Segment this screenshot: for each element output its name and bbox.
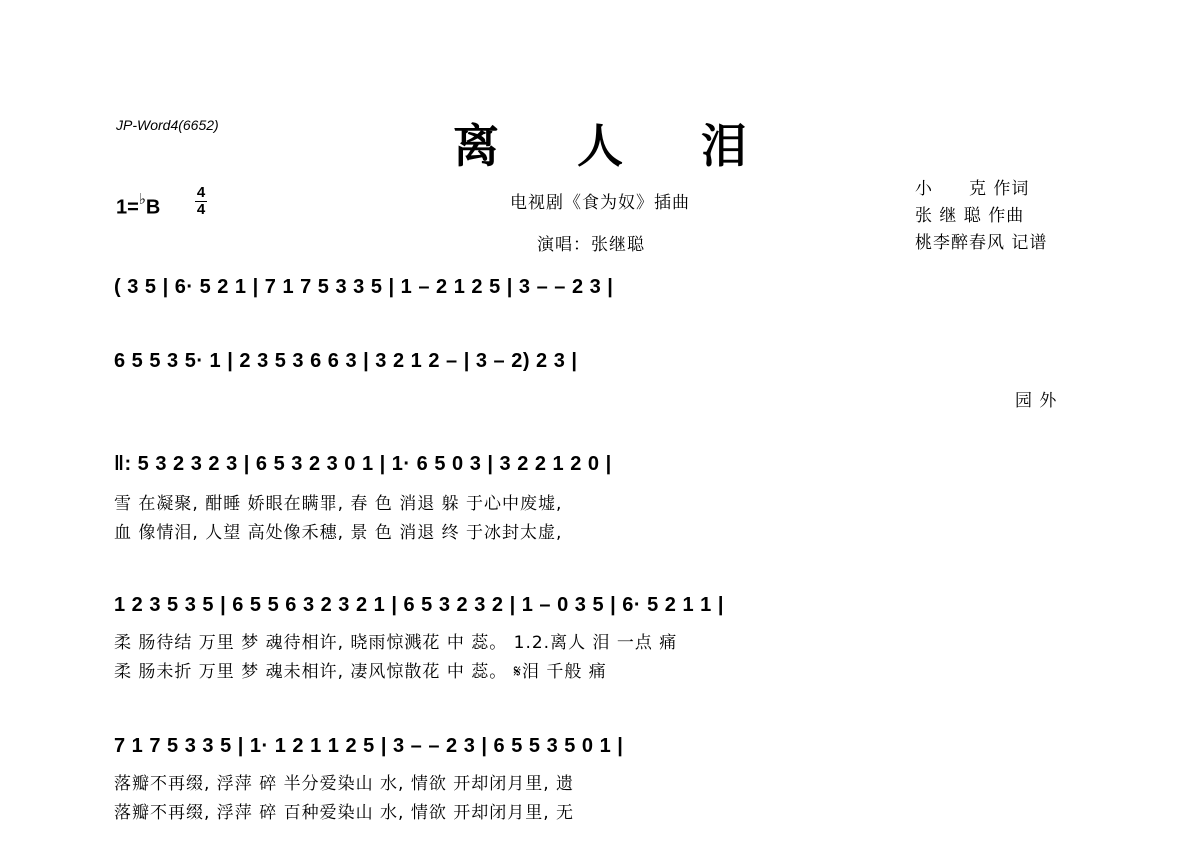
key-note: B [145, 196, 161, 219]
subtitle: 电视剧《食为奴》插曲 [510, 193, 690, 213]
lyrics-system-5-verse-2: 落瓣不再缀, 浮萍 碎 百种爱染山 水, 情欲 开却闭月里, 无 [114, 803, 575, 823]
key-prefix: 1= [116, 196, 139, 219]
lyrics-system-4-verse-1: 柔 肠待结 万里 梦 魂待相许, 晓雨惊溅花 中 蕊。 1.2.离人 泪 一点 痛 [114, 633, 678, 653]
lyrics-system-3-verse-2: 血 像情泪, 人望 高处像禾穗, 景 色 消退 终 于冰封太虚, [114, 523, 563, 543]
singer: 演唱：张继聪 [537, 235, 645, 255]
lyrics-system-4-verse-2: 柔 肠未折 万里 梦 魂未相许, 凄风惊散花 中 蕊。 𝄋泪 千般 痛 [114, 662, 607, 682]
lyrics-system-3-verse-1: 雪 在凝聚, 酣睡 娇眼在瞒罪, 春 色 消退 躲 于心中废墟, [114, 494, 563, 514]
score-system-2: 6 5 5 3 5· 1 | 2 3 5 3 6 6 3 | 3 2 1 2 – | 3 – 2) 2 3 | [114, 350, 578, 372]
software-label: JP-Word4(6652) [116, 117, 219, 133]
composer-credit: 张 继 聪 作曲 [915, 206, 1025, 226]
time-top: 4 [196, 184, 206, 201]
lyrics-system-5-verse-1: 落瓣不再缀, 浮萍 碎 半分爱染山 水, 情欲 开却闭月里, 遗 [114, 774, 575, 794]
score-system-3: ‖: 5 3 2 3 2 3 | 6 5 3 2 3 0 1 | 1· 6 5 0 3 | 3 2 2 1 2 0 | [114, 453, 612, 475]
lyrics-system-2: 园 外 [1015, 391, 1058, 411]
score-system-5: 7 1 7 5 3 3 5 | 1· 1 2 1 1 2 5 | 3 – – 2 3 | 6 5 5 3 5 0 1 | [114, 735, 624, 757]
transcriber-credit: 桃李醉春风 记谱 [915, 233, 1048, 253]
time-signature [195, 186, 207, 217]
key-signature [116, 192, 160, 220]
time-bottom: 4 [196, 201, 206, 218]
score-system-1: ( 3 5 | 6· 5 2 1 | 7 1 7 5 3 3 5 | 1 – 2 1 2 5 | 3 – – 2 3 | [114, 276, 614, 298]
lyricist-credit: 小 克 作词 [915, 179, 1030, 199]
song-title: 离人泪 [453, 119, 825, 173]
score-system-4: 1 2 3 5 3 5 | 6 5 5 6 3 2 3 2 1 | 6 5 3 2 3 2 | 1 – 0 3 5 | 6· 5 2 1 1 | [114, 594, 724, 616]
flat-sign: ♭ [138, 191, 146, 208]
